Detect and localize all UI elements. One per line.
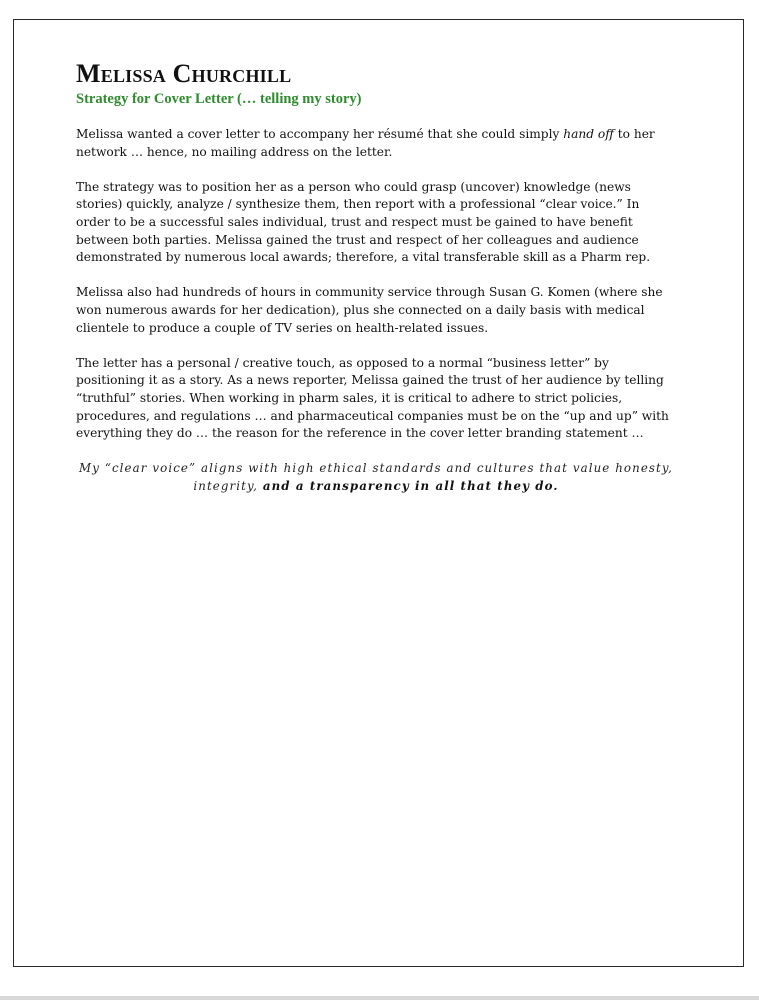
branding-statement-bold: and a transparency in all that they do.: [262, 478, 559, 493]
paragraph-intro-before: Melissa wanted a cover letter to accompany her résumé that she could simply: [76, 127, 564, 141]
branding-statement: [76, 460, 676, 495]
document-page: [13, 19, 744, 967]
paragraph-intro: [76, 126, 676, 161]
document-subtitle: Strategy for Cover Letter (… telling my story): [76, 91, 362, 107]
paragraph-letter-touch: The letter has a personal / creative touch, as opposed to a normal “business letter” by positioning it as a story. As a news reporter, Melissa gained the trust of her audience by telling “truthful” stories. When working in pharm sales, it is critical to adhere to strict policies, procedures, and regulations … and pharmaceutical companies must be on the “up and up” with everything they do … the reason for the reference in the cover letter branding statement …: [76, 355, 669, 441]
document-content: [76, 60, 676, 495]
branding-statement-regular: My “clear voice” aligns with high ethical standards and cultures that value honesty, integrity,: [79, 461, 673, 493]
paragraph-intro-italic: hand off: [563, 127, 614, 141]
paragraph-strategy: The strategy was to position her as a person who could grasp (uncover) knowledge (news stories) quickly, analyze / synthesize them, then report with a professional “clear voice.” In order to be a successful sales individual, trust and respect must be gained to have benefit between both parties. Melissa gained the trust and respect of her colleagues and audience demonstrated by numerous local awards; therefore, a vital transferable skill as a Pharm rep.: [76, 179, 651, 265]
paragraph-intro-after: to her network … hence, no mailing address on the letter.: [76, 127, 655, 159]
paragraph-community: Melissa also had hundreds of hours in community service through Susan G. Komen (where she won numerous awards for her dedication), plus she connected on a daily basis with medical clientele to produce a couple of TV series on health-related issues.: [76, 285, 663, 335]
viewer-bottom-bar: [0, 996, 759, 1000]
candidate-name: Melissa Churchill: [76, 59, 292, 88]
